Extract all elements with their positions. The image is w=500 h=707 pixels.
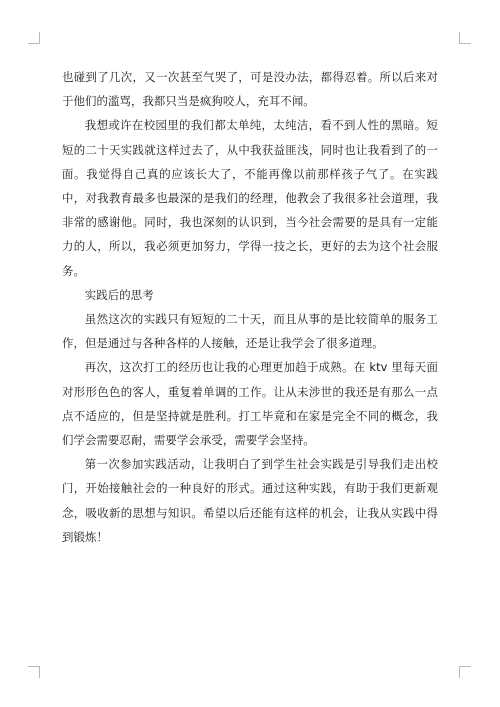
crop-mark-bottom-right [459,666,471,678]
crop-mark-top-left [28,32,40,44]
document-body [62,65,438,549]
paragraph-maturity: 再次，这次打工的经历也让我的心理更加趋于成熟。在 ktv 里每天面对形形色色的客人，重复着单调的工作。让从未涉世的我还是有那么一点点不适应的，但是坚持就是胜利。打工毕竟和在家是完全不同的概念，我们学会需要忍耐，需要学会承受，需要学会坚持。 [62,360,438,448]
paragraph-reflection: 我想或许在校园里的我们都太单纯，太纯洁，看不到人性的黑暗。短短的二十天实践就这样过去了，从中我获益匪浅，同时也让我看到了的一面。我觉得自己真的应该长大了，不能再像以前那样孩子气了。在实践中，对我教育最多也最深的是我们的经理，他教会了我很多社会道理，我非常的感谢他。同时，我也深刻的认识到，当今社会需要的是具有一定能力的人，所以，我必须更加努力，学得一技之长，更好的去为这个社会服务。 [62,118,438,278]
section-heading: 实践后的思考 [84,287,154,302]
crop-mark-top-right [459,32,471,44]
paragraph-summary: 虽然这次的实践只有短短的二十天，而且从事的是比较简单的服务工作，但是通过与各种各样的人接触，还是让我学会了很多道理。 [62,312,438,351]
paragraph-conclusion: 第一次参加实践活动，让我明白了到学生社会实践是引导我们走出校门，开始接触社会的一种良好的形式。通过这种实践，有助于我们更新观念，吸收新的思想与知识。希望以后还能有这样的机会，让我从实践中得到锻炼！ [62,457,438,544]
paragraph-continuation: 也碰到了几次，又一次甚至气哭了，可是没办法，都得忍着。所以后来对于他们的滥骂，我都只当是疯狗咬人，充耳不闻。 [62,70,438,109]
crop-mark-bottom-left [28,666,40,678]
